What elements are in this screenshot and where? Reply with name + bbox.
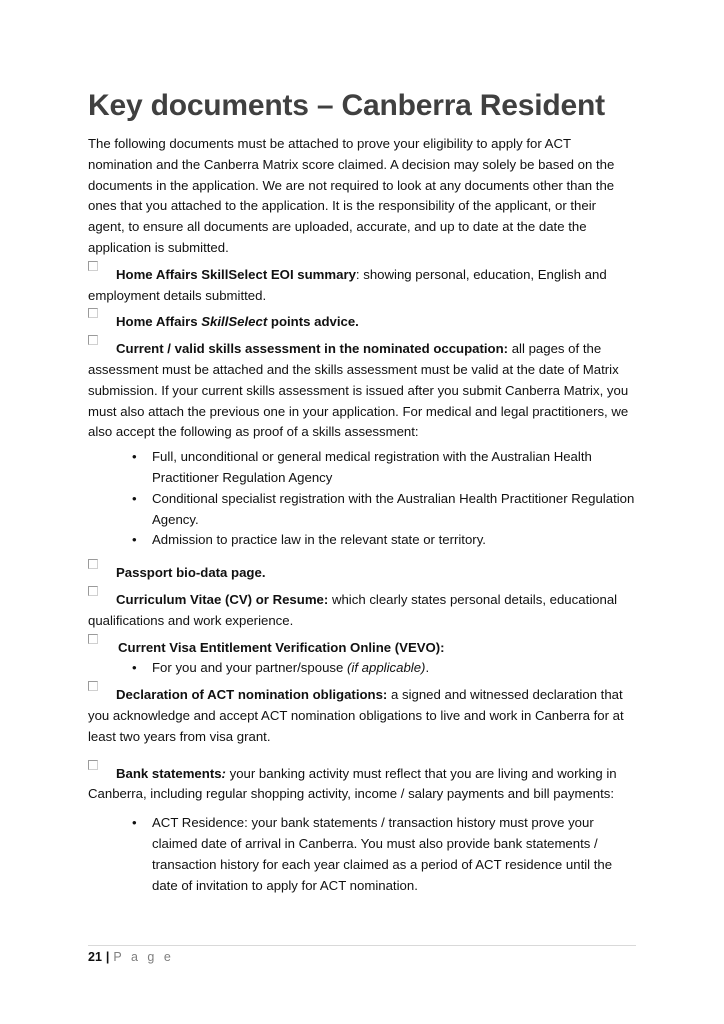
- checklist-item-cv: [88, 590, 636, 632]
- item-title: Home Affairs SkillSelect EOI summary: [116, 266, 356, 282]
- checkbox[interactable]: [88, 559, 98, 569]
- item-text: which clearly states personal details, educational qualifications and work experience.: [88, 591, 618, 628]
- checkbox[interactable]: [88, 681, 98, 691]
- list-item-text: Admission to practice law in the relevant state or territory.: [152, 532, 486, 548]
- checklist-item-eoi: [88, 265, 636, 307]
- list-item: [132, 530, 636, 551]
- item-title: Declaration of ACT nomination obligations:: [116, 687, 388, 703]
- item-title: Current / valid skills assessment in the nominated occupation:: [116, 341, 509, 357]
- document-page: [88, 86, 636, 896]
- bullet-icon: •: [132, 660, 137, 676]
- bullet-icon: •: [132, 449, 137, 465]
- list-item: [132, 447, 636, 489]
- list-item-text: ACT Residence: your bank statements / transaction history must prove your claimed date of arrival in Canberra. You must also provide bank statements / transaction history for each year claimed as a period of ACT residence until the date of invitation to apply for ACT nomination.: [152, 815, 613, 893]
- checkbox[interactable]: [88, 261, 98, 271]
- item-title: Curriculum Vitae (CV) or Resume:: [116, 591, 329, 607]
- item-title: Current Visa Entitlement Verification Online (VEVO):: [118, 639, 445, 655]
- list-item-text: For you and your partner/spouse: [152, 660, 347, 676]
- item-text: all pages of the assessment must be attached and the skills assessment must be valid at the date of Matrix submission. If your current skills assessment is issued after you submit Canberra Matrix, you must also attach the previous one in your application. For medical and legal practitioners, we also accept the following as proof of a skills assessment:: [88, 341, 629, 440]
- bank-bullet-list: [88, 813, 636, 896]
- checklist-item-vevo: [88, 638, 636, 680]
- item-title-colon: :: [221, 765, 226, 781]
- bullet-icon: •: [132, 490, 137, 506]
- checklist-item-passport: [88, 563, 636, 584]
- intro-paragraph: The following documents must be attached to prove your eligibility to apply for ACT nomination and the Canberra Matrix score claimed. A decision may solely be based on the documents in the application. We are not required to look at any documents other than the ones that you attached to the application. It is the responsibility of the applicant, or their agent, to ensure all documents are uploaded, accurate, and up to date at the date the application is submitted.: [88, 136, 615, 255]
- checkbox[interactable]: [88, 634, 98, 644]
- checklist-item-bank: [88, 764, 636, 897]
- bullet-icon: •: [132, 815, 137, 831]
- item-title: Bank statements: [116, 765, 222, 781]
- item-title-end: points advice.: [267, 314, 359, 330]
- checkbox[interactable]: [88, 586, 98, 596]
- checkbox[interactable]: [88, 335, 98, 345]
- item-text: a signed and witnessed declaration that you acknowledge and accept ACT nomination obligations to live and work in Canberra for at least two years from visa grant.: [88, 687, 624, 744]
- page-number: 21: [88, 950, 102, 964]
- footer-divider: [88, 945, 636, 946]
- list-item: [132, 658, 636, 679]
- checkbox[interactable]: [88, 308, 98, 318]
- checkbox[interactable]: [88, 760, 98, 770]
- checklist-item-points: [88, 312, 636, 333]
- list-item-text: Conditional specialist registration with the Australian Health Practitioner Regulation Agency.: [152, 490, 635, 527]
- page-title: Key documents – Canberra Resident: [88, 89, 605, 122]
- list-item-end: .: [425, 660, 430, 676]
- item-title: Home Affairs: [116, 314, 202, 330]
- footer-separator: |: [105, 950, 110, 964]
- list-item: [132, 813, 636, 896]
- item-text: : showing personal, education, English and employment details submitted.: [88, 266, 607, 303]
- item-title-italic: SkillSelect: [201, 314, 268, 330]
- skills-bullet-list: [88, 447, 636, 551]
- item-title: Passport bio-data page.: [116, 565, 266, 581]
- checklist-item-skills: [88, 339, 636, 551]
- item-text: your banking activity must reflect that you are living and working in Canberra, including regular shopping activity, income / salary payments and bill payments:: [88, 765, 617, 802]
- bullet-icon: •: [132, 532, 137, 548]
- checklist-item-declaration: [88, 685, 636, 747]
- list-item-text: Full, unconditional or general medical registration with the Australian Health Practitioner Regulation Agency: [152, 449, 592, 485]
- page-footer: [88, 950, 174, 964]
- list-item-italic: (if applicable): [347, 660, 426, 676]
- page-label: P a g e: [113, 950, 174, 964]
- list-item: [132, 489, 636, 531]
- vevo-bullet-list: [88, 658, 636, 679]
